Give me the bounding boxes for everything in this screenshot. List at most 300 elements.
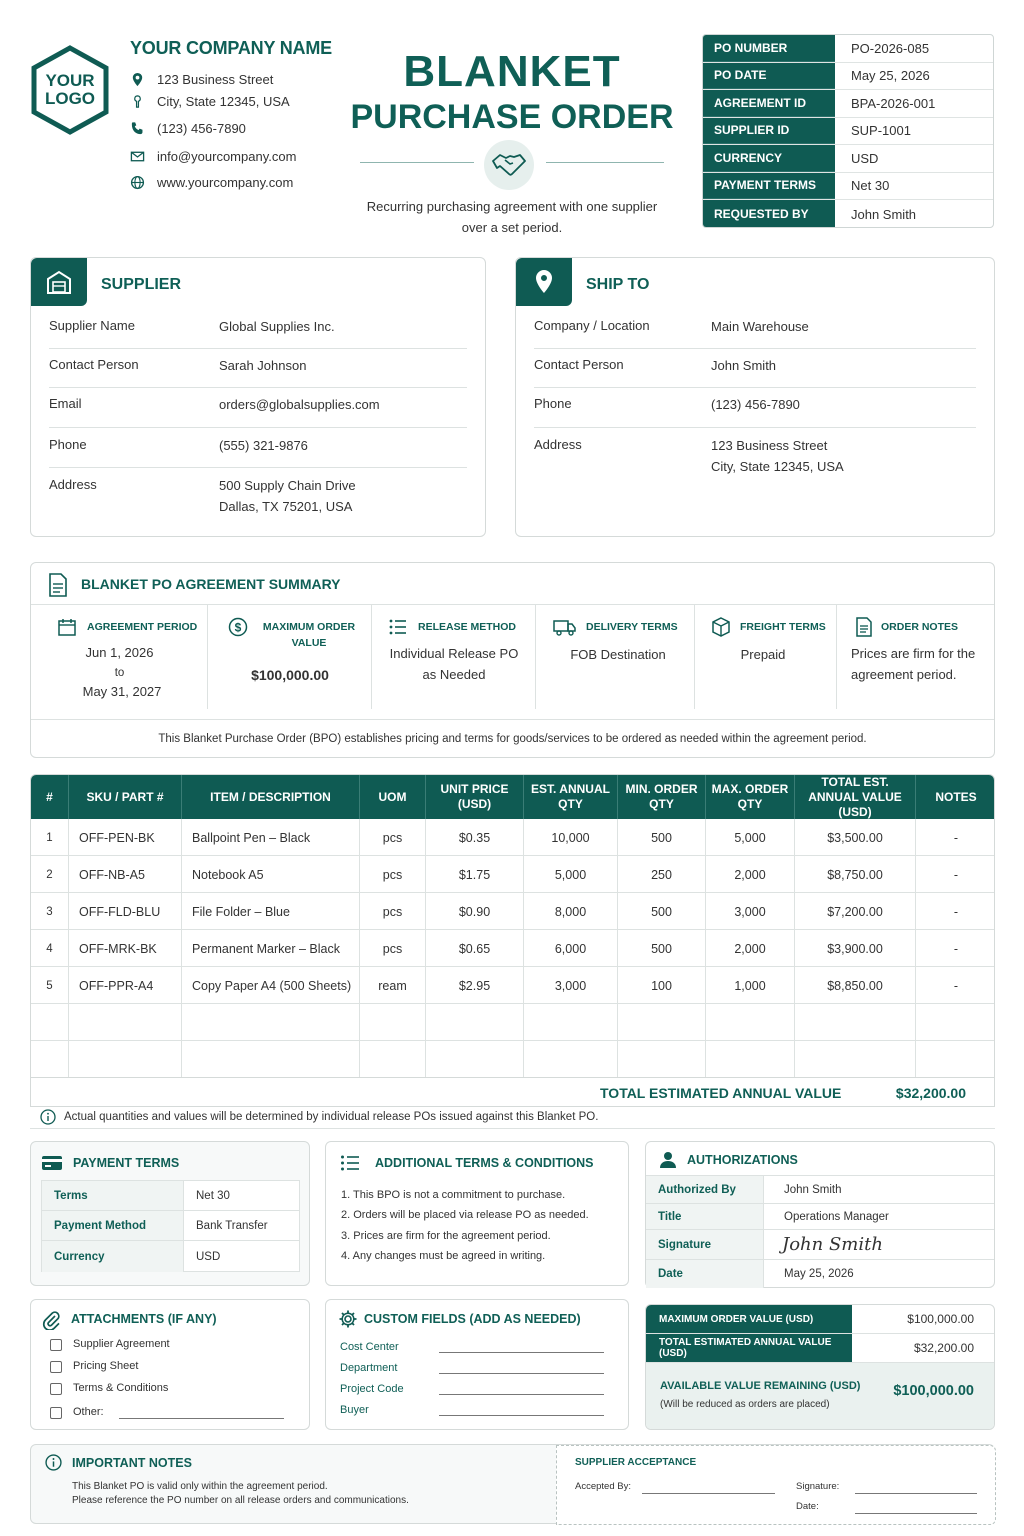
po-info-value: BPA-2026-001 — [851, 95, 936, 111]
value-summary-row — [646, 1334, 994, 1363]
supplier-field-value: Global Supplies Inc. — [219, 319, 335, 334]
table-cell: - — [953, 941, 959, 956]
authorization-value: Operations Manager — [784, 1210, 889, 1223]
supplier-row — [49, 437, 467, 468]
column-header-label — [210, 790, 331, 805]
po-info-row — [703, 145, 994, 173]
authorization-label: Authorized By — [646, 1176, 764, 1203]
table-cell: $2.95 — [426, 967, 524, 1004]
table-cell: - — [953, 904, 959, 919]
table-cell — [426, 1004, 524, 1041]
supplier-field-value-2: Dallas, TX 75201, USA — [219, 499, 353, 514]
supplier-row — [49, 318, 467, 349]
company-email — [130, 149, 296, 164]
column-header — [706, 775, 795, 819]
po-info-row — [703, 118, 994, 146]
website-text: www.yourcompany.com — [157, 175, 294, 190]
attachment-label: Other: — [73, 1406, 104, 1418]
table-cell — [360, 1004, 426, 1041]
table-cell: 1 — [31, 819, 69, 856]
freight-terms-value: Prepaid — [740, 647, 786, 662]
po-info-value: SUP-1001 — [851, 123, 911, 139]
items-table — [30, 774, 995, 1078]
payment-terms-value: Bank Transfer — [196, 1219, 268, 1232]
attachments-title: ATTACHMENTS (IF ANY) — [71, 1312, 217, 1326]
column-header — [360, 775, 426, 819]
po-info-value: John Smith — [851, 206, 917, 222]
date-label: Date: — [796, 1501, 819, 1512]
order-notes-line-1: Prices are firm for the — [851, 646, 976, 661]
phone-icon — [130, 121, 145, 136]
column-header-label — [626, 782, 698, 812]
attachments-card — [30, 1299, 310, 1430]
supplier-row — [49, 357, 467, 388]
table-cell: 2,000 — [706, 856, 795, 893]
table-cell: 500 — [618, 930, 706, 967]
authorization-label: Signature — [646, 1230, 764, 1259]
table-cell: 5,000 — [524, 856, 618, 893]
ship-to-row — [534, 437, 976, 481]
table-cell: 2,000 — [706, 930, 795, 967]
supplier-row — [49, 396, 467, 428]
attachment-checkbox[interactable] — [50, 1407, 62, 1419]
table-cell: OFF-NB-A5 — [69, 856, 182, 893]
table-row — [31, 967, 995, 1004]
supplier-row — [49, 477, 467, 521]
delivery-terms-value: FOB Destination — [570, 647, 666, 662]
column-header-line-1: ITEM / DESCRIPTION — [210, 789, 331, 804]
accepted-by-field[interactable] — [642, 1493, 775, 1494]
section-divider — [30, 1128, 995, 1129]
value-summary-card — [645, 1304, 995, 1430]
payment-terms-label: Payment Method — [42, 1211, 184, 1240]
table-cell — [706, 1004, 795, 1041]
table-cell — [916, 1004, 995, 1041]
freight-terms-label: FREIGHT TERMS — [740, 621, 826, 633]
items-note — [40, 1109, 598, 1125]
table-cell: 3,000 — [524, 967, 618, 1004]
company-address — [130, 72, 273, 87]
payment-terms-row — [42, 1211, 299, 1241]
date-field[interactable] — [855, 1513, 977, 1514]
signature-field[interactable] — [855, 1493, 977, 1494]
value-summary-row — [646, 1305, 994, 1334]
ship-to-field-value: John Smith — [711, 358, 777, 373]
supplier-field-label: Email — [49, 396, 82, 411]
order-notes-label: ORDER NOTES — [881, 621, 959, 633]
globe-icon — [130, 175, 145, 190]
table-cell: Copy Paper A4 (500 Sheets) — [182, 967, 360, 1004]
column-header — [31, 775, 69, 819]
max-order-label — [259, 619, 359, 651]
po-info-label: AGREEMENT ID — [703, 90, 835, 117]
table-cell: Ballpoint Pen – Black — [182, 819, 360, 856]
supplier-field-label: Contact Person — [49, 357, 139, 372]
total-estimated-value: $32,200.00 — [895, 1085, 966, 1101]
table-cell: pcs — [360, 856, 426, 893]
checklist-icon — [340, 1154, 360, 1172]
custom-field-input[interactable] — [439, 1415, 604, 1416]
table-row — [31, 893, 995, 930]
summary-order-notes — [837, 605, 996, 709]
table-cell: $8,850.00 — [795, 967, 916, 1004]
column-header-label — [379, 790, 407, 805]
summary-footer: This Blanket Purchase Order (BPO) establishes pricing and terms for goods/services to be ordered as needed within the agreement period. — [31, 719, 994, 745]
attachment-label: Terms & Conditions — [73, 1382, 169, 1394]
map-pin-icon — [130, 72, 145, 87]
table-row — [31, 1004, 995, 1041]
supplier-card — [30, 257, 486, 537]
other-attachment-field[interactable] — [119, 1418, 284, 1419]
po-info-label: CURRENCY — [703, 145, 835, 172]
gear-icon — [338, 1309, 358, 1329]
important-note-line: Please reference the PO number on all release orders and communications. — [72, 1495, 409, 1506]
column-header-line-1: EST. ANNUAL — [531, 782, 610, 796]
table-row — [31, 819, 995, 856]
table-cell: 8,000 — [524, 893, 618, 930]
total-estimated-label: TOTAL ESTIMATED ANNUAL VALUE — [600, 1085, 842, 1101]
custom-field-label: Project Code — [340, 1383, 404, 1395]
handshake-icon — [484, 140, 534, 190]
attachment-label: Supplier Agreement — [73, 1338, 170, 1350]
column-header — [69, 775, 182, 819]
attachment-checkbox[interactable] — [50, 1383, 62, 1395]
supplier-acceptance-box — [556, 1445, 996, 1525]
email-text: info@yourcompany.com — [157, 149, 297, 164]
period-to: to — [114, 667, 125, 679]
supplier-field-value: orders@globalsupplies.com — [219, 397, 380, 412]
supplier-field-label: Supplier Name — [49, 318, 135, 333]
notes-icon — [854, 617, 874, 637]
attachment-checkbox[interactable] — [50, 1339, 62, 1351]
table-cell: File Folder – Blue — [182, 893, 360, 930]
remaining-value-note: (Will be reduced as orders are placed) — [660, 1399, 830, 1410]
subtitle-line-2: over a set period. — [461, 220, 563, 235]
po-info-value: PO-2026-085 — [851, 40, 930, 56]
payment-terms-value: Net 30 — [196, 1189, 230, 1202]
column-header-line-2: ANNUAL VALUE (USD) — [808, 789, 902, 819]
table-cell: 500 — [618, 819, 706, 856]
payment-terms-row — [42, 1181, 299, 1211]
po-info-row — [703, 63, 994, 91]
table-cell — [426, 1041, 524, 1078]
table-cell: $7,200.00 — [795, 893, 916, 930]
table-cell: 5,000 — [706, 819, 795, 856]
table-cell — [524, 1004, 618, 1041]
company-city — [130, 94, 290, 109]
important-notes-card — [30, 1444, 995, 1524]
table-cell — [69, 1041, 182, 1078]
ship-to-row — [534, 396, 976, 428]
supplier-field-value: 500 Supply Chain Drive — [219, 478, 356, 493]
table-cell: 10,000 — [524, 819, 618, 856]
column-header — [524, 775, 618, 819]
payment-terms-title: PAYMENT TERMS — [73, 1156, 180, 1170]
column-header-line-2: QTY — [737, 797, 763, 811]
custom-fields-card — [325, 1299, 629, 1430]
logo-text-2: LOGO — [44, 89, 96, 108]
payment-terms-row — [42, 1241, 299, 1272]
supplier-field-label: Phone — [49, 437, 87, 452]
authorization-row — [646, 1176, 994, 1204]
title-divider-right — [546, 162, 664, 163]
ship-to-field-value: 123 Business Street — [711, 438, 828, 453]
delivery-terms-label: DELIVERY TERMS — [586, 621, 678, 633]
terms-item: 4. Any changes must be agreed in writing. — [341, 1250, 546, 1262]
ship-to-field-value-2: City, State 12345, USA — [711, 459, 844, 474]
order-notes-line-2: agreement period. — [851, 667, 957, 682]
table-cell: 4 — [31, 930, 69, 967]
terms-item: 1. This BPO is not a commitment to purchase. — [341, 1189, 566, 1201]
additional-terms-title: ADDITIONAL TERMS & CONDITIONS — [375, 1156, 594, 1170]
table-cell — [795, 1041, 916, 1078]
company-logo — [30, 44, 110, 136]
column-header-line-1: SKU / PART # — [86, 789, 164, 804]
ship-to-row — [534, 318, 976, 349]
table-cell: 1,000 — [706, 967, 795, 1004]
ship-to-card — [515, 257, 995, 537]
table-cell: 250 — [618, 856, 706, 893]
summary-title: BLANKET PO AGREEMENT SUMMARY — [81, 576, 341, 592]
column-header-label — [46, 790, 53, 805]
table-cell — [360, 1041, 426, 1078]
remaining-value-amount: $100,000.00 — [893, 1383, 974, 1399]
ship-to-field-label: Phone — [534, 396, 572, 411]
authorization-label: Title — [646, 1204, 764, 1229]
additional-terms-card — [325, 1141, 629, 1286]
table-cell — [618, 1041, 706, 1078]
table-cell: 500 — [618, 893, 706, 930]
svg-text:$: $ — [234, 620, 242, 635]
supplier-acceptance-title: SUPPLIER ACCEPTANCE — [575, 1457, 697, 1468]
summary-max-order-value — [208, 605, 372, 709]
table-cell — [69, 1004, 182, 1041]
table-cell — [795, 1004, 916, 1041]
supplier-field-value: (555) 321-9876 — [219, 438, 308, 453]
table-cell: - — [953, 867, 959, 882]
summary-agreement-period — [31, 605, 208, 709]
table-cell: $0.65 — [426, 930, 524, 967]
payment-terms-label: Terms — [42, 1181, 184, 1210]
po-info-label: PO DATE — [703, 63, 835, 90]
mail-icon — [130, 149, 145, 164]
accepted-by-label: Accepted By: — [575, 1481, 631, 1492]
info-icon — [40, 1109, 56, 1125]
column-header — [795, 775, 916, 819]
payment-terms-value: USD — [196, 1250, 221, 1263]
table-cell — [706, 1041, 795, 1078]
column-header-line-1: MAX. ORDER — [711, 782, 789, 796]
table-cell: $8,750.00 — [795, 856, 916, 893]
po-info-row — [703, 90, 994, 118]
address-line-2: City, State 12345, USA — [157, 94, 290, 109]
custom-field-input[interactable] — [439, 1394, 604, 1395]
summary-release-method — [372, 605, 536, 709]
table-cell: 3 — [31, 893, 69, 930]
dollar-icon — [228, 617, 248, 637]
truck-icon — [553, 617, 577, 637]
items-total-row — [30, 1077, 995, 1107]
signature-label: Signature: — [796, 1481, 840, 1492]
max-order-value: $100,000.00 — [251, 667, 329, 683]
authorization-row — [646, 1204, 994, 1230]
authorization-value: May 25, 2026 — [784, 1268, 854, 1280]
list-icon — [388, 617, 408, 637]
po-info-row — [703, 173, 994, 201]
supplier-field-label: Address — [49, 477, 97, 492]
summary-freight-terms — [695, 605, 837, 709]
calendar-icon — [57, 617, 77, 637]
important-note-line: This Blanket PO is valid only within the agreement period. — [72, 1481, 328, 1492]
terms-item: 3. Prices are firm for the agreement period. — [341, 1230, 551, 1242]
ship-to-row — [534, 357, 976, 388]
po-info-value: USD — [851, 150, 879, 166]
table-cell: 5 — [31, 967, 69, 1004]
po-info-label: REQUESTED BY — [703, 200, 835, 228]
subtitle-line-1: Recurring purchasing agreement with one supplier — [366, 199, 658, 214]
column-header-line-1: # — [46, 789, 53, 804]
items-table-header — [31, 775, 995, 819]
items-note-text: Actual quantities and values will be determined by individual release POs issued against this Blanket PO. — [64, 1111, 599, 1123]
package-icon — [711, 617, 731, 637]
max-order-label-1: MAXIMUM ORDER — [262, 621, 356, 633]
table-cell — [618, 1004, 706, 1041]
supplier-field-value: Sarah Johnson — [219, 358, 307, 373]
column-header-line-2: (USD) — [457, 797, 492, 811]
custom-field-label: Department — [340, 1362, 398, 1374]
custom-field-input[interactable] — [439, 1352, 604, 1353]
ship-to-field-value: Main Warehouse — [711, 319, 809, 334]
column-header — [182, 775, 360, 819]
ship-to-field-value: (123) 456-7890 — [711, 397, 800, 412]
table-cell — [182, 1004, 360, 1041]
table-cell: OFF-MRK-BK — [69, 930, 182, 967]
authorization-value: John Smith — [784, 1183, 842, 1196]
table-cell: 2 — [31, 856, 69, 893]
payment-terms-table — [41, 1180, 300, 1272]
po-info-value: May 25, 2026 — [851, 68, 930, 84]
column-header-line-1: TOTAL EST. — [821, 774, 889, 789]
po-info-label: PAYMENT TERMS — [703, 173, 835, 200]
ship-to-field-label: Company / Location — [534, 318, 650, 333]
period-end: May 31, 2027 — [82, 684, 162, 699]
title-divider-left — [360, 162, 474, 163]
column-header-label — [86, 790, 163, 805]
column-header-line-1: NOTES — [935, 789, 977, 804]
max-value-amount: $100,000.00 — [907, 1312, 974, 1326]
table-cell: pcs — [360, 893, 426, 930]
document-title-line-1: BLANKET — [403, 47, 621, 96]
total-value-amount: $32,200.00 — [913, 1341, 974, 1355]
column-header-label — [712, 782, 789, 812]
table-cell — [182, 1041, 360, 1078]
po-info-label: SUPPLIER ID — [703, 118, 835, 145]
total-value-label: TOTAL ESTIMATED ANNUAL VALUE (USD) — [646, 1334, 852, 1362]
table-row — [31, 1041, 995, 1078]
table-row — [31, 930, 995, 967]
attachment-checkbox[interactable] — [50, 1361, 62, 1373]
table-cell: $3,500.00 — [795, 819, 916, 856]
release-method-line-2: as Needed — [422, 667, 486, 682]
table-cell: 3,000 — [706, 893, 795, 930]
column-header-line-1: UNIT PRICE — [440, 782, 509, 796]
document-icon — [48, 573, 68, 597]
signature-value: John Smith — [782, 1234, 883, 1255]
table-cell: $0.35 — [426, 819, 524, 856]
release-method-line-1: Individual Release PO — [389, 646, 519, 661]
release-method-label: RELEASE METHOD — [418, 621, 517, 633]
column-header-line-1: UOM — [378, 789, 407, 804]
authorization-label: Date — [646, 1260, 764, 1288]
remaining-value-panel — [646, 1363, 994, 1429]
authorizations-card — [645, 1141, 995, 1288]
column-header-label — [935, 790, 976, 805]
logo-text-1: YOUR — [45, 71, 95, 90]
table-cell: $3,900.00 — [795, 930, 916, 967]
ship-to-field-label: Address — [534, 437, 582, 452]
table-cell: ream — [360, 967, 426, 1004]
document-title-line-2: PURCHASE ORDER — [350, 98, 674, 136]
custom-field-input[interactable] — [439, 1373, 604, 1374]
payment-terms-card — [30, 1141, 310, 1286]
table-cell — [31, 1004, 69, 1041]
remaining-value-label: AVAILABLE VALUE REMAINING (USD) — [660, 1380, 861, 1392]
paperclip-icon — [42, 1310, 60, 1330]
column-header — [916, 775, 995, 819]
column-header-label — [531, 782, 610, 812]
address-line-1: 123 Business Street — [157, 72, 274, 87]
company-phone — [130, 121, 246, 136]
user-icon — [660, 1151, 676, 1169]
table-cell: pcs — [360, 819, 426, 856]
agreement-summary-card — [30, 562, 995, 758]
table-cell: OFF-FLD-BLU — [69, 893, 182, 930]
po-info-row — [703, 200, 994, 228]
document-subtitle — [350, 196, 674, 238]
table-cell: $0.90 — [426, 893, 524, 930]
table-row — [31, 856, 995, 893]
table-cell: $1.75 — [426, 856, 524, 893]
table-cell: OFF-PEN-BK — [69, 819, 182, 856]
table-cell: pcs — [360, 930, 426, 967]
po-info-label: PO NUMBER — [703, 35, 835, 62]
table-cell: 100 — [618, 967, 706, 1004]
terms-item: 2. Orders will be placed via release PO as needed. — [341, 1209, 589, 1221]
attachment-label: Pricing Sheet — [73, 1360, 139, 1372]
custom-field-label: Buyer — [340, 1404, 369, 1416]
column-header-label — [440, 782, 508, 812]
column-header — [426, 775, 524, 819]
supplier-title: SUPPLIER — [101, 276, 182, 293]
info-icon — [45, 1454, 62, 1471]
table-cell — [31, 1041, 69, 1078]
column-header-line-2: QTY — [558, 797, 583, 811]
location-icon — [130, 94, 145, 109]
max-order-label-2: VALUE — [291, 637, 327, 649]
period-start: Jun 1, 2026 — [85, 645, 154, 660]
phone-text: (123) 456-7890 — [157, 121, 246, 136]
custom-field-label: Cost Center — [340, 1341, 399, 1353]
table-cell: 6,000 — [524, 930, 618, 967]
authorizations-title: AUTHORIZATIONS — [687, 1153, 798, 1167]
po-info-row — [703, 35, 994, 63]
max-value-label: MAXIMUM ORDER VALUE (USD) — [646, 1305, 852, 1333]
warehouse-icon — [31, 258, 87, 306]
table-cell — [916, 1041, 995, 1078]
po-info-value: Net 30 — [851, 178, 890, 194]
location-pin-icon — [516, 258, 572, 306]
column-header-label — [795, 775, 915, 820]
